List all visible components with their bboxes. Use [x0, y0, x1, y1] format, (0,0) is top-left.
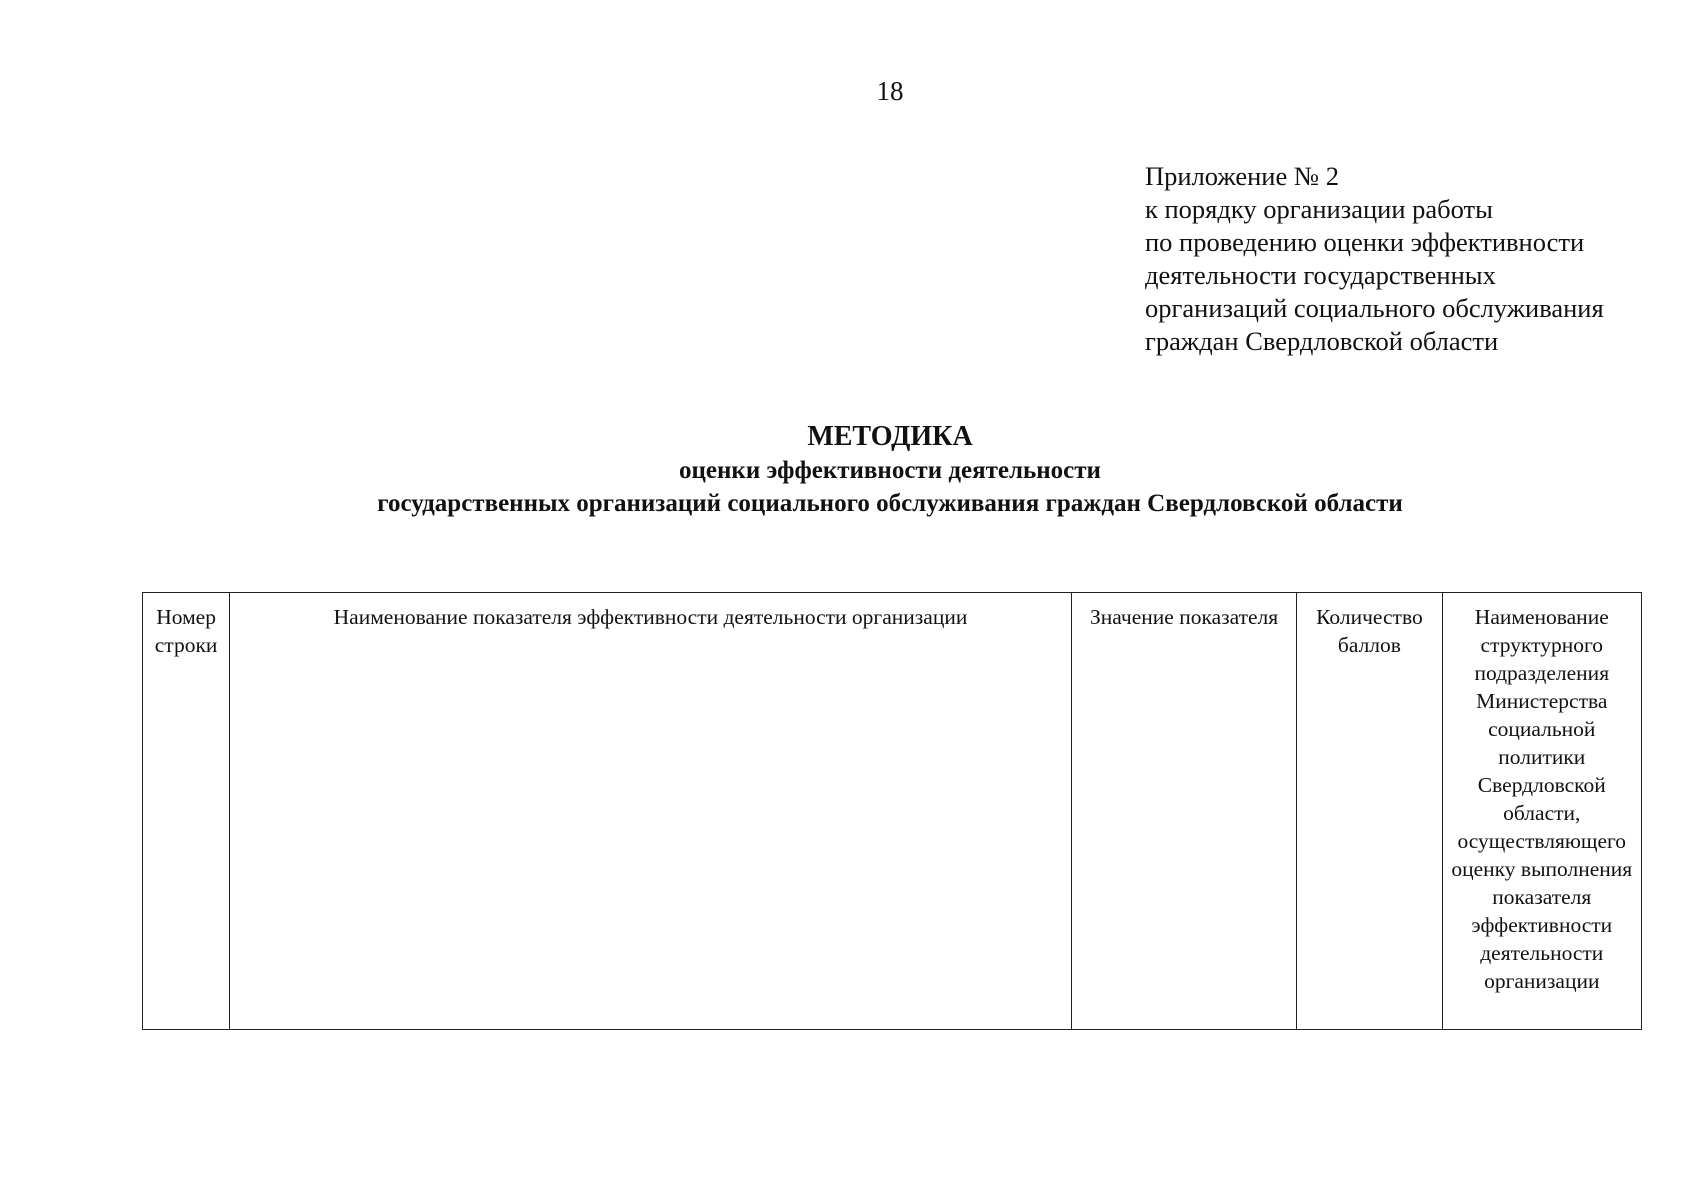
methodology-table — [142, 592, 1642, 1030]
document-title — [0, 420, 1697, 520]
column-header-indicator-name: Наименование показателя эффективности деятельности организации — [230, 593, 1072, 1030]
column-header-indicator-value: Значение показателя — [1071, 593, 1296, 1030]
appendix-line: к порядку организации работы — [1145, 194, 1493, 224]
table-header-row — [143, 593, 1642, 1030]
column-header-points: Количество баллов — [1297, 593, 1442, 1030]
title-line-3: государственных организаций социального обслуживания граждан Свердловской области — [377, 490, 1403, 517]
column-header-department: Наименование структурного подразделения Министерства социальной политики Свердловской области, осуществляющего оценку выполнения показателя эффективности деятельности организации — [1442, 593, 1641, 1030]
appendix-line: граждан Свердловской области — [1145, 326, 1499, 356]
page-number: 18 — [876, 76, 904, 106]
appendix-line: деятельности государственных — [1145, 260, 1496, 290]
title-main: МЕТОДИКА — [807, 421, 973, 452]
appendix-reference — [1145, 160, 1604, 358]
appendix-line: по проведению оценки эффективности — [1145, 227, 1585, 257]
appendix-line: Приложение № 2 — [1145, 161, 1340, 191]
appendix-line: организаций социального обслуживания — [1145, 293, 1604, 323]
column-header-row-number: Номер строки — [143, 593, 230, 1030]
title-line-2: оценки эффективности деятельности — [679, 457, 1101, 484]
